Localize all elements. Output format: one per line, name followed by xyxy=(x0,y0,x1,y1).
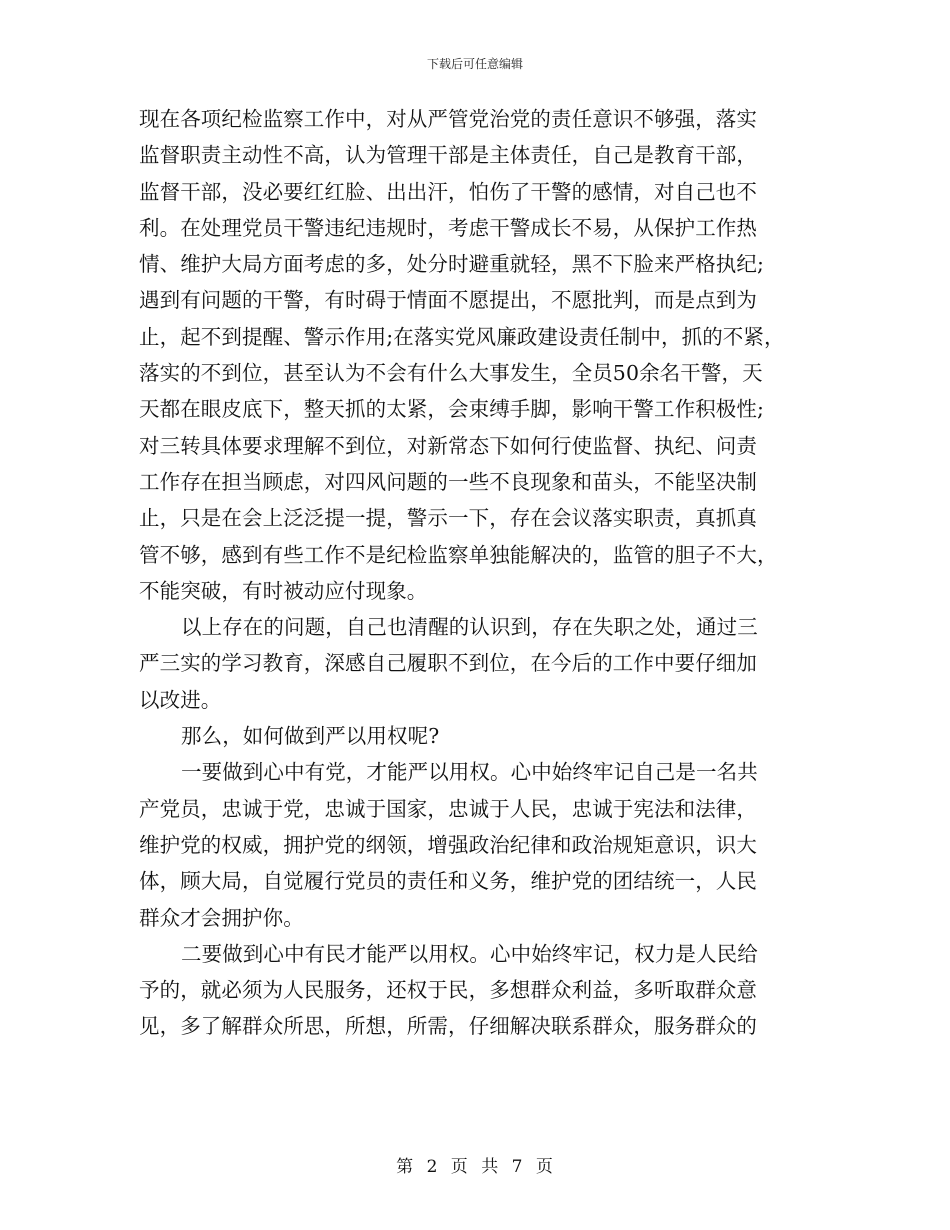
text-line: 群众才会拥护你。 xyxy=(139,905,304,930)
text-line: 予的，就必须为人民服务，还权于民，多想群众利益，多听取群众意 xyxy=(139,978,757,1003)
text-line: 不能突破，有时被动应付现象。 xyxy=(139,578,428,603)
text-line: 止，只是在会上泛泛提一提，警示一下，存在会议落实职责，真抓真 xyxy=(139,506,757,531)
text-line: 落实的不到位，甚至认为不会有什么大事发生，全员50余名干警，天 xyxy=(139,361,763,386)
page-number: 第 2 页 共 7 页 xyxy=(396,1157,554,1177)
page-header-note: 下载后可任意编辑 xyxy=(426,57,523,71)
document-body xyxy=(139,101,811,1045)
text-line: 管不够，感到有些工作不是纪检监察单独能解决的，监管的胆子不大， xyxy=(139,542,778,567)
text-line: 天都在眼皮底下，整天抓的太紧，会束缚手脚，影响干警工作积极性; xyxy=(139,397,765,422)
text-line: 遇到有问题的干警，有时碍于情面不愿提出，不愿批判，而是点到为 xyxy=(139,288,757,313)
text-line: 体，顾大局，自觉履行党员的责任和义务，维护党的团结统一，人民 xyxy=(139,869,757,894)
text-line: 利。在处理党员干警违纪违规时，考虑干警成长不易，从保护工作热 xyxy=(139,215,757,240)
text-line: 以上存在的问题，自己也清醒的认识到，存在失职之处，通过三 xyxy=(181,615,758,640)
text-line: 以改进。 xyxy=(139,687,222,712)
text-line: 见，多了解群众所思，所想，所需，仔细解决联系群众，服务群众的 xyxy=(139,1014,757,1039)
text-line: 产党员，忠诚于党，忠诚于国家，忠诚于人民，忠诚于宪法和法律， xyxy=(139,796,757,821)
text-line: 维护党的权威，拥护党的纲领，增强政治纪律和政治规矩意识，识大 xyxy=(139,832,757,857)
text-line: 严三实的学习教育，深感自己履职不到位，在今后的工作中要仔细加 xyxy=(139,651,757,676)
text-line: 二要做到心中有民才能严以用权。心中始终牢记，权力是人民给 xyxy=(181,941,758,966)
text-line: 一要做到心中有党，才能严以用权。心中始终牢记自己是一名共 xyxy=(181,760,758,785)
text-line: 监督干部，没必要红红脸、出出汗，怕伤了干警的感情，对自己也不 xyxy=(139,179,757,204)
text-line: 情、维护大局方面考虑的多，处分时避重就轻，黑不下脸来严格执纪; xyxy=(139,252,765,277)
text-line: 监督职责主动性不高，认为管理干部是主体责任，自己是教育干部， xyxy=(139,143,757,168)
text-line: 工作存在担当顾虑，对四风问题的一些不良现象和苗头，不能坚决制 xyxy=(139,469,757,494)
text-line: 那么，如何做到严以用权呢? xyxy=(181,724,440,749)
text-line: 对三转具体要求理解不到位，对新常态下如何行使监督、执纪、问责 xyxy=(139,433,757,458)
text-line: 现在各项纪检监察工作中，对从严管党治党的责任意识不够强，落实 xyxy=(139,107,757,131)
text-line: 止，起不到提醒、警示作用;在落实党风廉政建设责任制中，抓的不紧， xyxy=(139,324,785,349)
